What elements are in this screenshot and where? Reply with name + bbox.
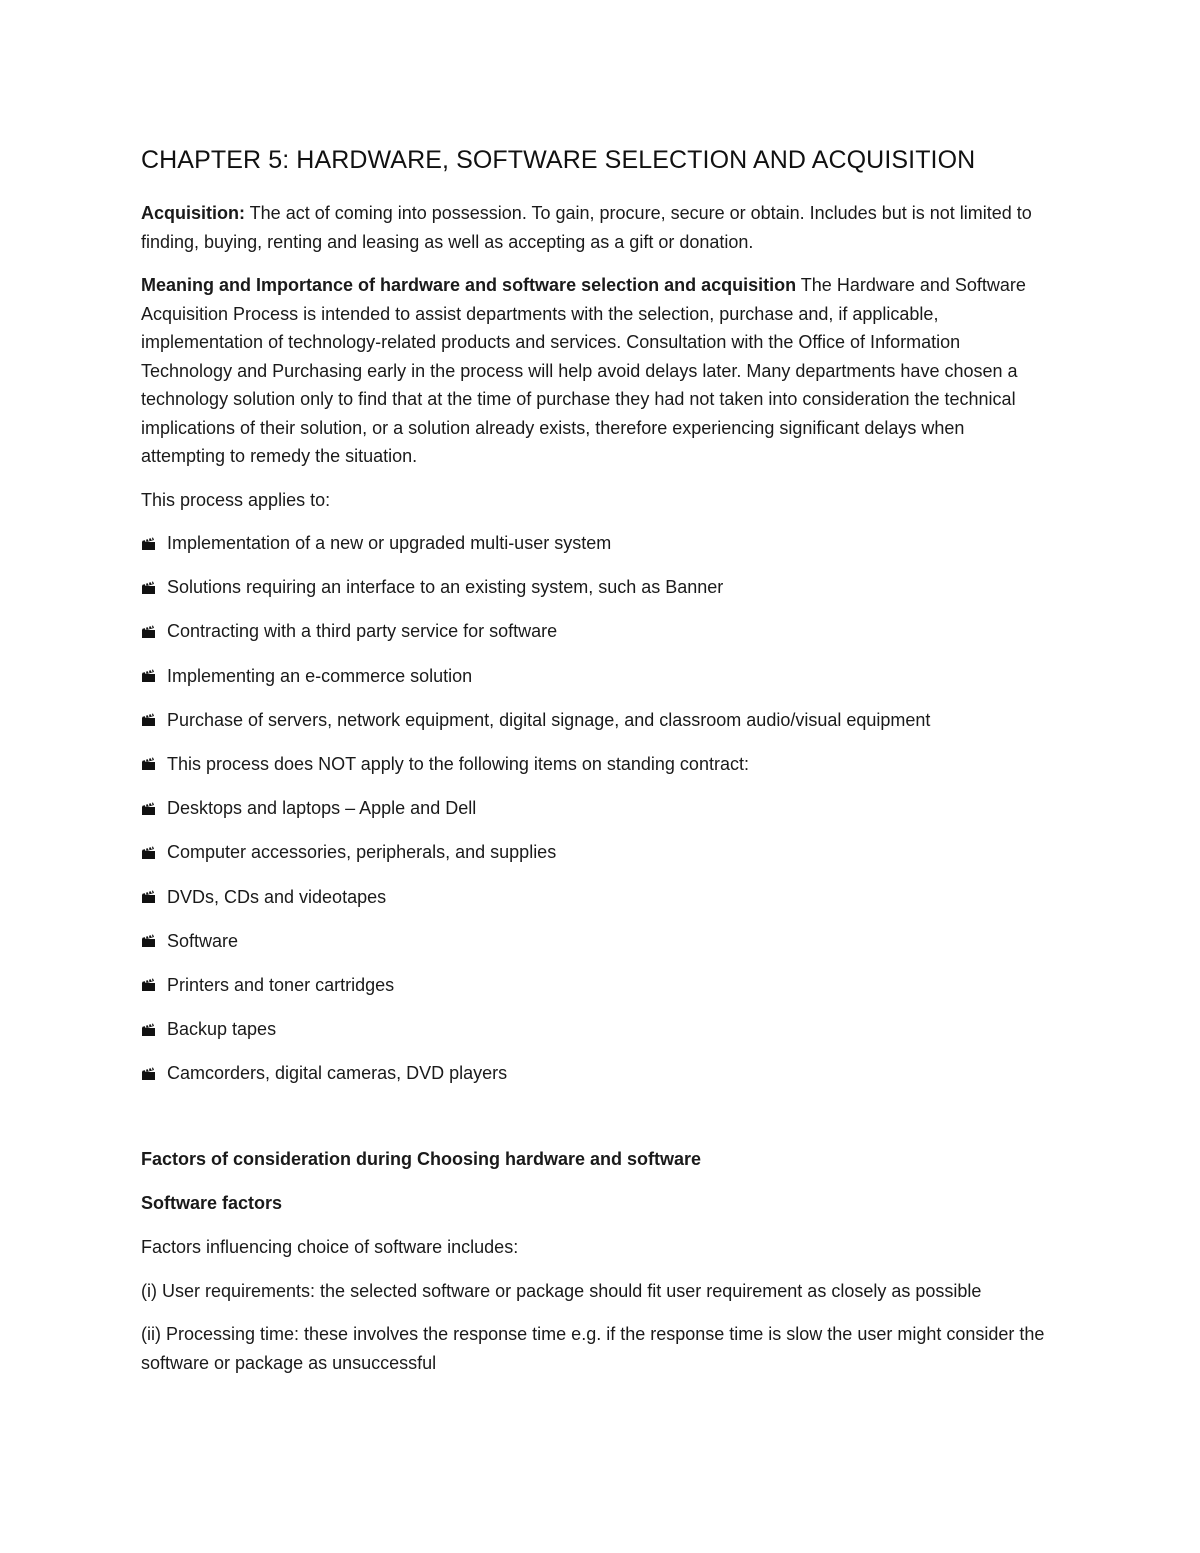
clapperboard-icon [141,625,156,638]
list-item-text: Implementing an e-commerce solution [167,665,473,686]
chapter-title: CHAPTER 5: HARDWARE, SOFTWARE SELECTION AND ACQUISITION [141,146,976,174]
factors-heading: Factors of consideration during Choosing hardware and software [141,1149,702,1170]
list-item [141,1059,1050,1087]
clapperboard-icon [141,713,156,726]
clapperboard-icon [141,846,156,859]
meaning-text: The Hardware and Software Acquisition Process is intended to assist departments with the selection, purchase and, if applicable, implementation of technology-related products and services. Consultation with the Office of Information Technology and Purchasing early in the process will help avoid delays later. Many departments have chosen a technology solution only to find that at the time of purchase they had not taken into consideration the technical implications of their solution, or a solution already exists, therefore experiencing significant delays when attempting to remedy the situation. [141,275,1026,466]
clapperboard-icon [141,1023,156,1036]
list-item-text: Software [167,930,239,951]
list-item-text: Implementation of a new or upgraded multi-user system [167,533,612,553]
list-item-text: Computer accessories, peripherals, and supplies [167,842,557,863]
list-item-text: Contracting with a third party service for software [167,621,558,642]
list-item-text: Purchase of servers, network equipment, digital signage, and classroom audio/visual equipment [167,709,931,730]
list-item [141,838,1050,866]
list-item-text: Solutions requiring an interface to an existing system, such as Banner [167,577,724,598]
list-item-text: Backup tapes [167,1019,277,1040]
list-item [141,617,1050,645]
list-item [141,794,1050,822]
clapperboard-icon [141,802,156,815]
clapperboard-icon [141,890,156,903]
clapperboard-icon [141,757,156,770]
list-item [141,573,1050,601]
acquisition-definition [141,199,1050,256]
list-item [141,662,1050,690]
clapperboard-icon [141,669,156,682]
clapperboard-icon [141,978,156,991]
clapperboard-icon [141,1067,156,1080]
software-factors-heading: Software factors [141,1193,283,1214]
list-item [141,971,1050,999]
list-item-text: This process does NOT apply to the following items on standing contract: [167,753,749,774]
list-item-text: Camcorders, digital cameras, DVD players [167,1063,508,1084]
clapperboard-icon [141,934,156,947]
meaning-term: Meaning and Importance of hardware and software selection and acquisition [141,275,797,295]
factor-user-requirements: (i) User requirements: the selected software or package should fit user requirement as closely as possible [141,1280,982,1301]
acquisition-term: Acquisition: [141,203,245,223]
section-spacer [141,1103,1050,1145]
acquisition-text: The act of coming into possession. To gain, procure, secure or obtain. Includes but is not limited to finding, buying, renting and leasing as well as accepting as a gift or donation. [141,203,1032,252]
list-item [141,883,1050,911]
list-item-text: Desktops and laptops – Apple and Dell [167,798,477,819]
process-list [141,529,1050,1087]
list-item-text: DVDs, CDs and videotapes [167,886,387,907]
factors-intro: Factors influencing choice of software includes: [141,1237,519,1258]
clapperboard-icon [141,581,156,594]
meaning-paragraph [141,271,1050,471]
list-item [141,529,1050,557]
list-item [141,750,1050,778]
list-item [141,706,1050,734]
applies-intro: This process applies to: [141,489,331,510]
clapperboard-icon [141,537,156,550]
factor-processing-time: (ii) Processing time: these involves the response time e.g. if the response time is slow the user might consider the software or package as unsuccessful [141,1324,1045,1373]
list-item-text: Printers and toner cartridges [167,974,395,995]
list-item [141,927,1050,955]
list-item [141,1015,1050,1043]
